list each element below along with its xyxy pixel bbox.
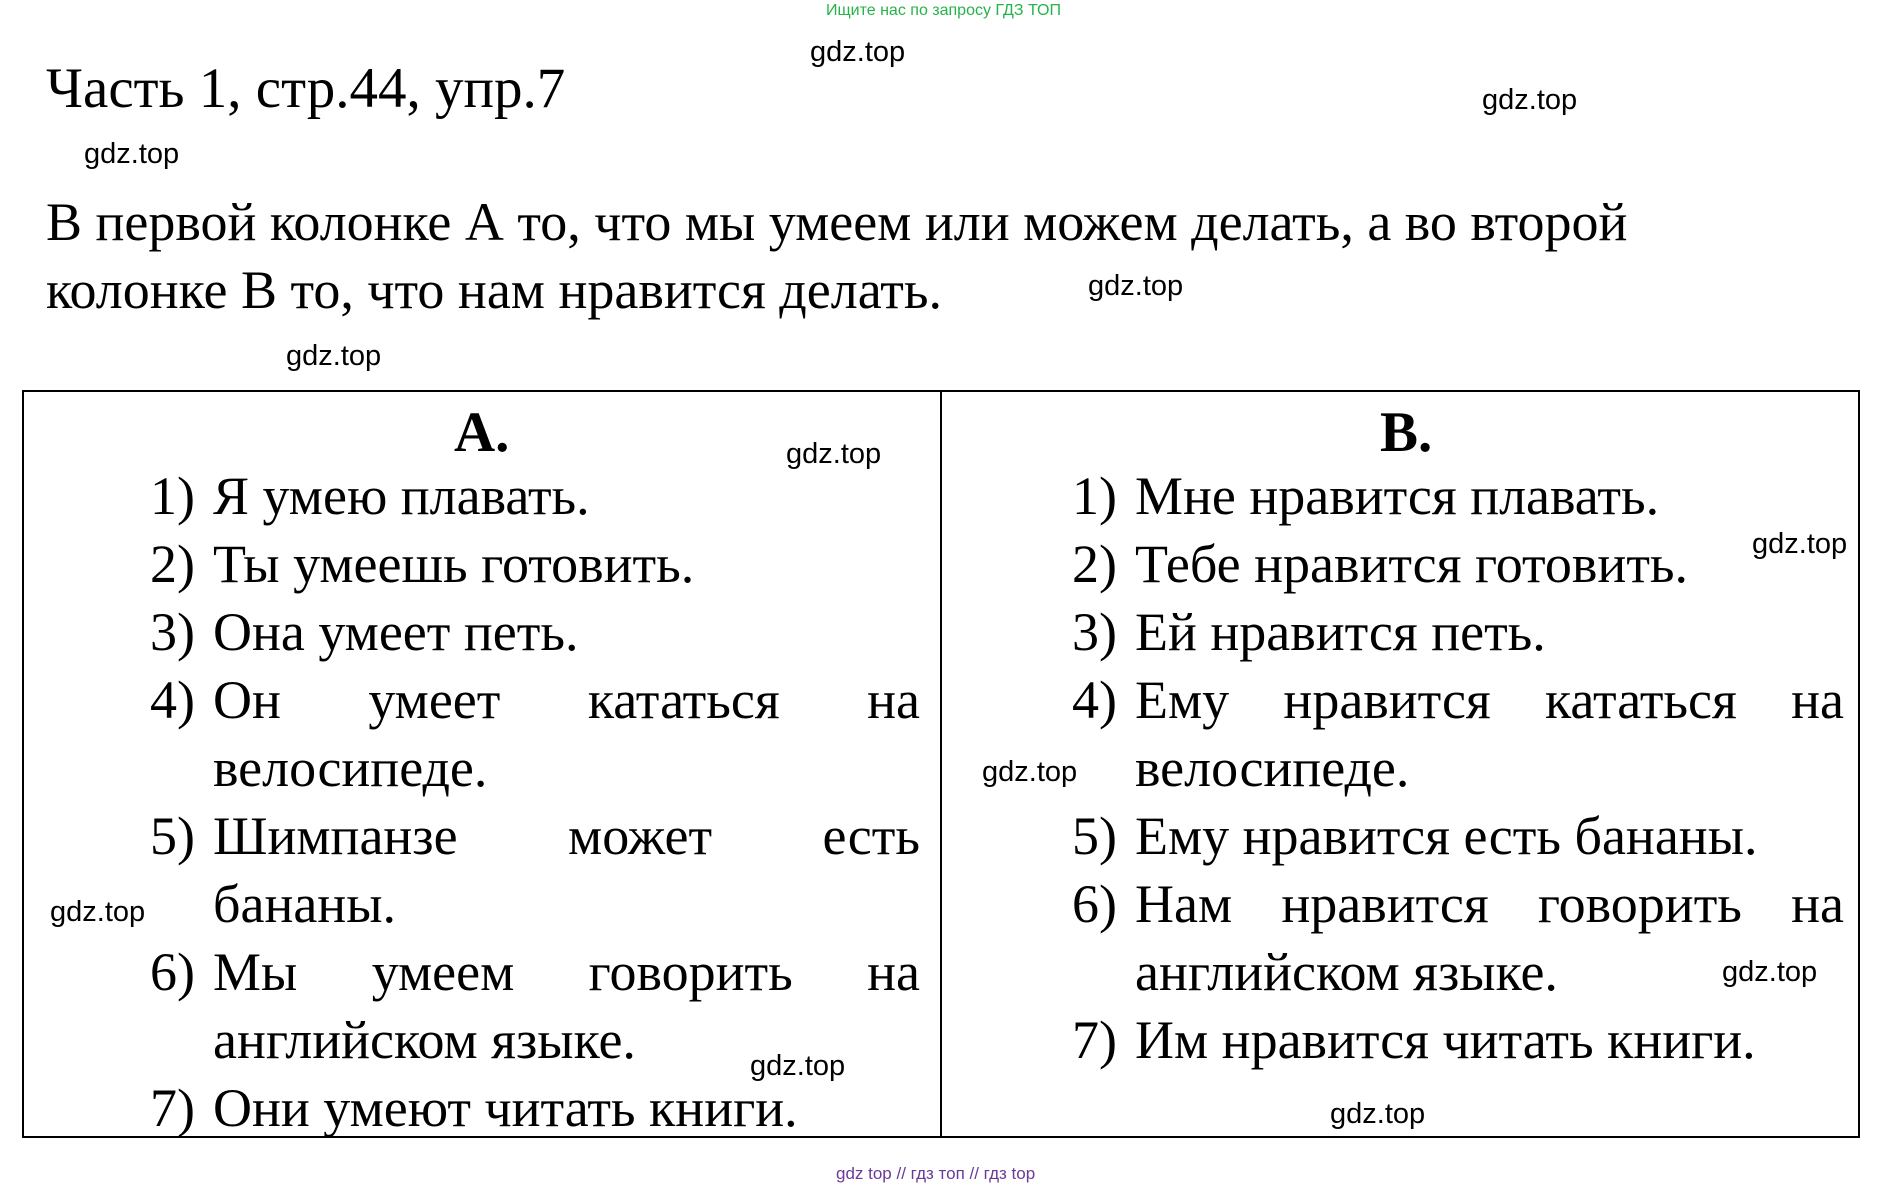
column-a-header: А.	[454, 401, 510, 464]
item-number: 1)	[1072, 466, 1117, 526]
list-item	[100, 1074, 920, 1142]
item-number: 1)	[150, 466, 195, 526]
item-number: 6)	[150, 942, 195, 1002]
item-text: Ему нравится есть бананы.	[1135, 806, 1758, 866]
watermark: gdz.top	[286, 340, 382, 372]
item-number: 5)	[150, 806, 195, 866]
item-number: 2)	[150, 534, 195, 594]
watermark: gdz.top	[84, 138, 180, 170]
list-item	[100, 598, 920, 666]
item-text: Мне нравится плавать.	[1135, 466, 1660, 526]
item-text: Ей нравится петь.	[1135, 602, 1546, 662]
list-item	[1022, 462, 1844, 530]
column-b-list	[1022, 462, 1844, 1074]
item-text: Мы умеем говорить на английском языке.	[213, 942, 920, 1070]
item-text: Тебе нравится готовить.	[1135, 534, 1689, 594]
task-instructions	[46, 188, 1836, 324]
list-item	[100, 462, 920, 530]
watermark: gdz.top	[750, 1050, 846, 1082]
watermark: gdz.top	[50, 896, 146, 928]
item-text: Шимпанзе может есть бананы.	[213, 806, 920, 934]
list-item	[100, 938, 920, 1074]
instruction-line-1: В первой колонке А то, что мы умеем или можем делать, а во второй	[46, 192, 1628, 252]
watermark: gdz.top	[1482, 84, 1578, 116]
column-a-list	[100, 462, 920, 1142]
item-text: Он умеет кататься на велосипеде.	[213, 670, 920, 798]
instruction-line-2: колонке В то, что нам нравится делать.	[46, 260, 942, 320]
column-b-header: В.	[1380, 401, 1433, 464]
item-number: 3)	[1072, 602, 1117, 662]
list-item	[100, 530, 920, 598]
watermark: gdz.top	[1722, 956, 1818, 988]
item-number: 7)	[150, 1078, 195, 1138]
item-number: 5)	[1072, 806, 1117, 866]
item-number: 6)	[1072, 874, 1117, 934]
list-item	[1022, 530, 1844, 598]
watermark: gdz.top	[982, 756, 1078, 788]
item-text: Им нравится читать книги.	[1135, 1010, 1756, 1070]
item-text: Она умеет петь.	[213, 602, 579, 662]
watermark: gdz.top	[810, 36, 906, 68]
list-item	[1022, 870, 1844, 1006]
item-text: Нам нравится говорить на английском языке.	[1135, 874, 1844, 1002]
item-number: 4)	[150, 670, 195, 730]
item-text: Ты умеешь готовить.	[213, 534, 695, 594]
list-item	[1022, 1006, 1844, 1074]
item-number: 3)	[150, 602, 195, 662]
item-text: Ему нравится кататься на велосипеде.	[1135, 670, 1844, 798]
item-number: 7)	[1072, 1010, 1117, 1070]
watermark: gdz.top	[786, 438, 882, 470]
item-number: 2)	[1072, 534, 1117, 594]
promo-banner[interactable]: Ищите нас по запросу ГДЗ ТОП	[826, 2, 1061, 19]
page-title: Часть 1, стр.44, упр.7	[46, 57, 566, 120]
list-item	[100, 666, 920, 802]
watermark: gdz.top	[1088, 270, 1184, 302]
list-item	[1022, 666, 1844, 802]
list-item	[1022, 802, 1844, 870]
item-text: Я умею плавать.	[213, 466, 590, 526]
item-text: Они умеют читать книги.	[213, 1078, 798, 1138]
column-divider	[940, 392, 942, 1136]
list-item	[1022, 598, 1844, 666]
item-number: 4)	[1072, 670, 1117, 730]
footer-links[interactable]: gdz top // гдз топ // гдз top	[836, 1164, 1036, 1183]
watermark: gdz.top	[1752, 528, 1848, 560]
list-item	[100, 802, 920, 938]
watermark: gdz.top	[1330, 1098, 1426, 1130]
